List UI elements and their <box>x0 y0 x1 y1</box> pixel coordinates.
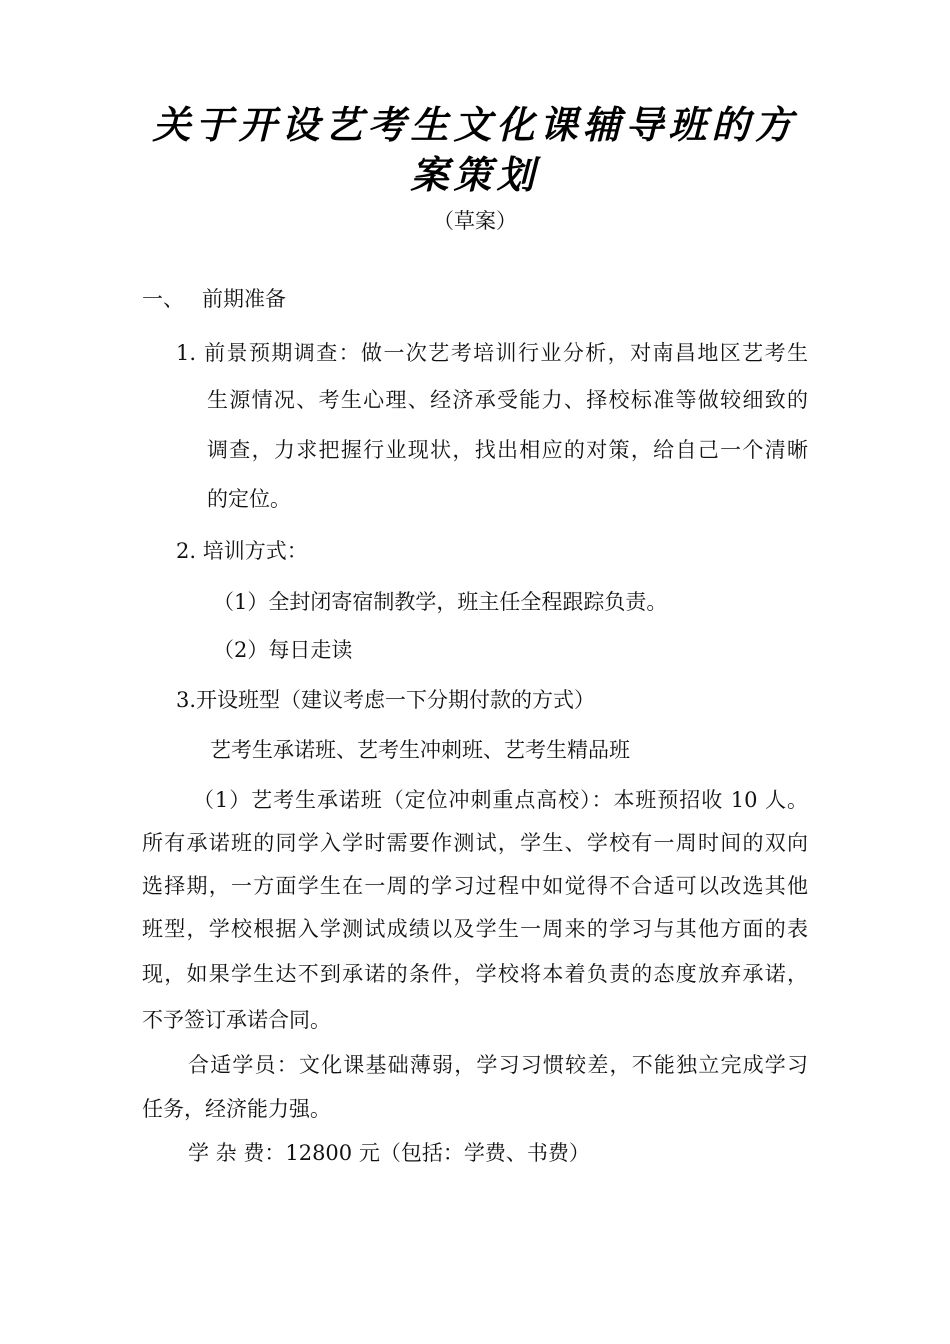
paragraph-line: 班型，学校根据入学测试成绩以及学生一周来的学习与其他方面的表 <box>142 917 808 941</box>
paragraph-line: 所有承诺班的同学入学时需要作测试，学生、学校有一周时间的双向 <box>142 831 808 855</box>
item3-heading: 3.开设班型（建议考虑一下分期付款的方式） <box>176 688 596 712</box>
item1-line: 调查，力求把握行业现状，找出相应的对策，给自己一个清晰 <box>207 438 808 462</box>
item2-heading: 2. 培训方式： <box>176 539 308 563</box>
section-number: 一、 <box>142 287 184 311</box>
document-title: 关于开设艺考生文化课辅导班的方案策划 <box>152 103 798 197</box>
item2-option: （1）全封闭寄宿制教学，班主任全程跟踪负责。 <box>213 590 668 614</box>
fee-line: 学 杂 费：12800 元（包括：学费、书费） <box>188 1141 590 1165</box>
item2-option: （2）每日走读 <box>213 638 353 662</box>
paragraph-line: 现，如果学生达不到承诺的条件，学校将本着负责的态度放弃承诺， <box>142 962 808 986</box>
class-types: 艺考生承诺班、艺考生冲刺班、艺考生精品班 <box>210 738 630 762</box>
suitable-line: 合适学员：文化课基础薄弱，学习习惯较差，不能独立完成学习 <box>188 1053 808 1077</box>
item1-line: 1. 前景预期调查：做一次艺考培训行业分析，对南昌地区艺考生 <box>176 341 808 365</box>
item1-line: 生源情况、考生心理、经济承受能力、择校标准等做较细致的 <box>207 388 808 412</box>
suitable-line: 任务，经济能力强。 <box>142 1097 331 1121</box>
paragraph-line: 不予签订承诺合同。 <box>142 1008 331 1032</box>
document-subtitle: （草案） <box>433 209 517 233</box>
paragraph-line: （1）艺考生承诺班（定位冲刺重点高校）：本班预招收 10 人。 <box>193 788 808 812</box>
section-heading: 前期准备 <box>202 287 286 311</box>
paragraph-line: 选择期，一方面学生在一周的学习过程中如觉得不合适可以改选其他 <box>142 874 808 898</box>
item1-line: 的定位。 <box>207 487 291 511</box>
